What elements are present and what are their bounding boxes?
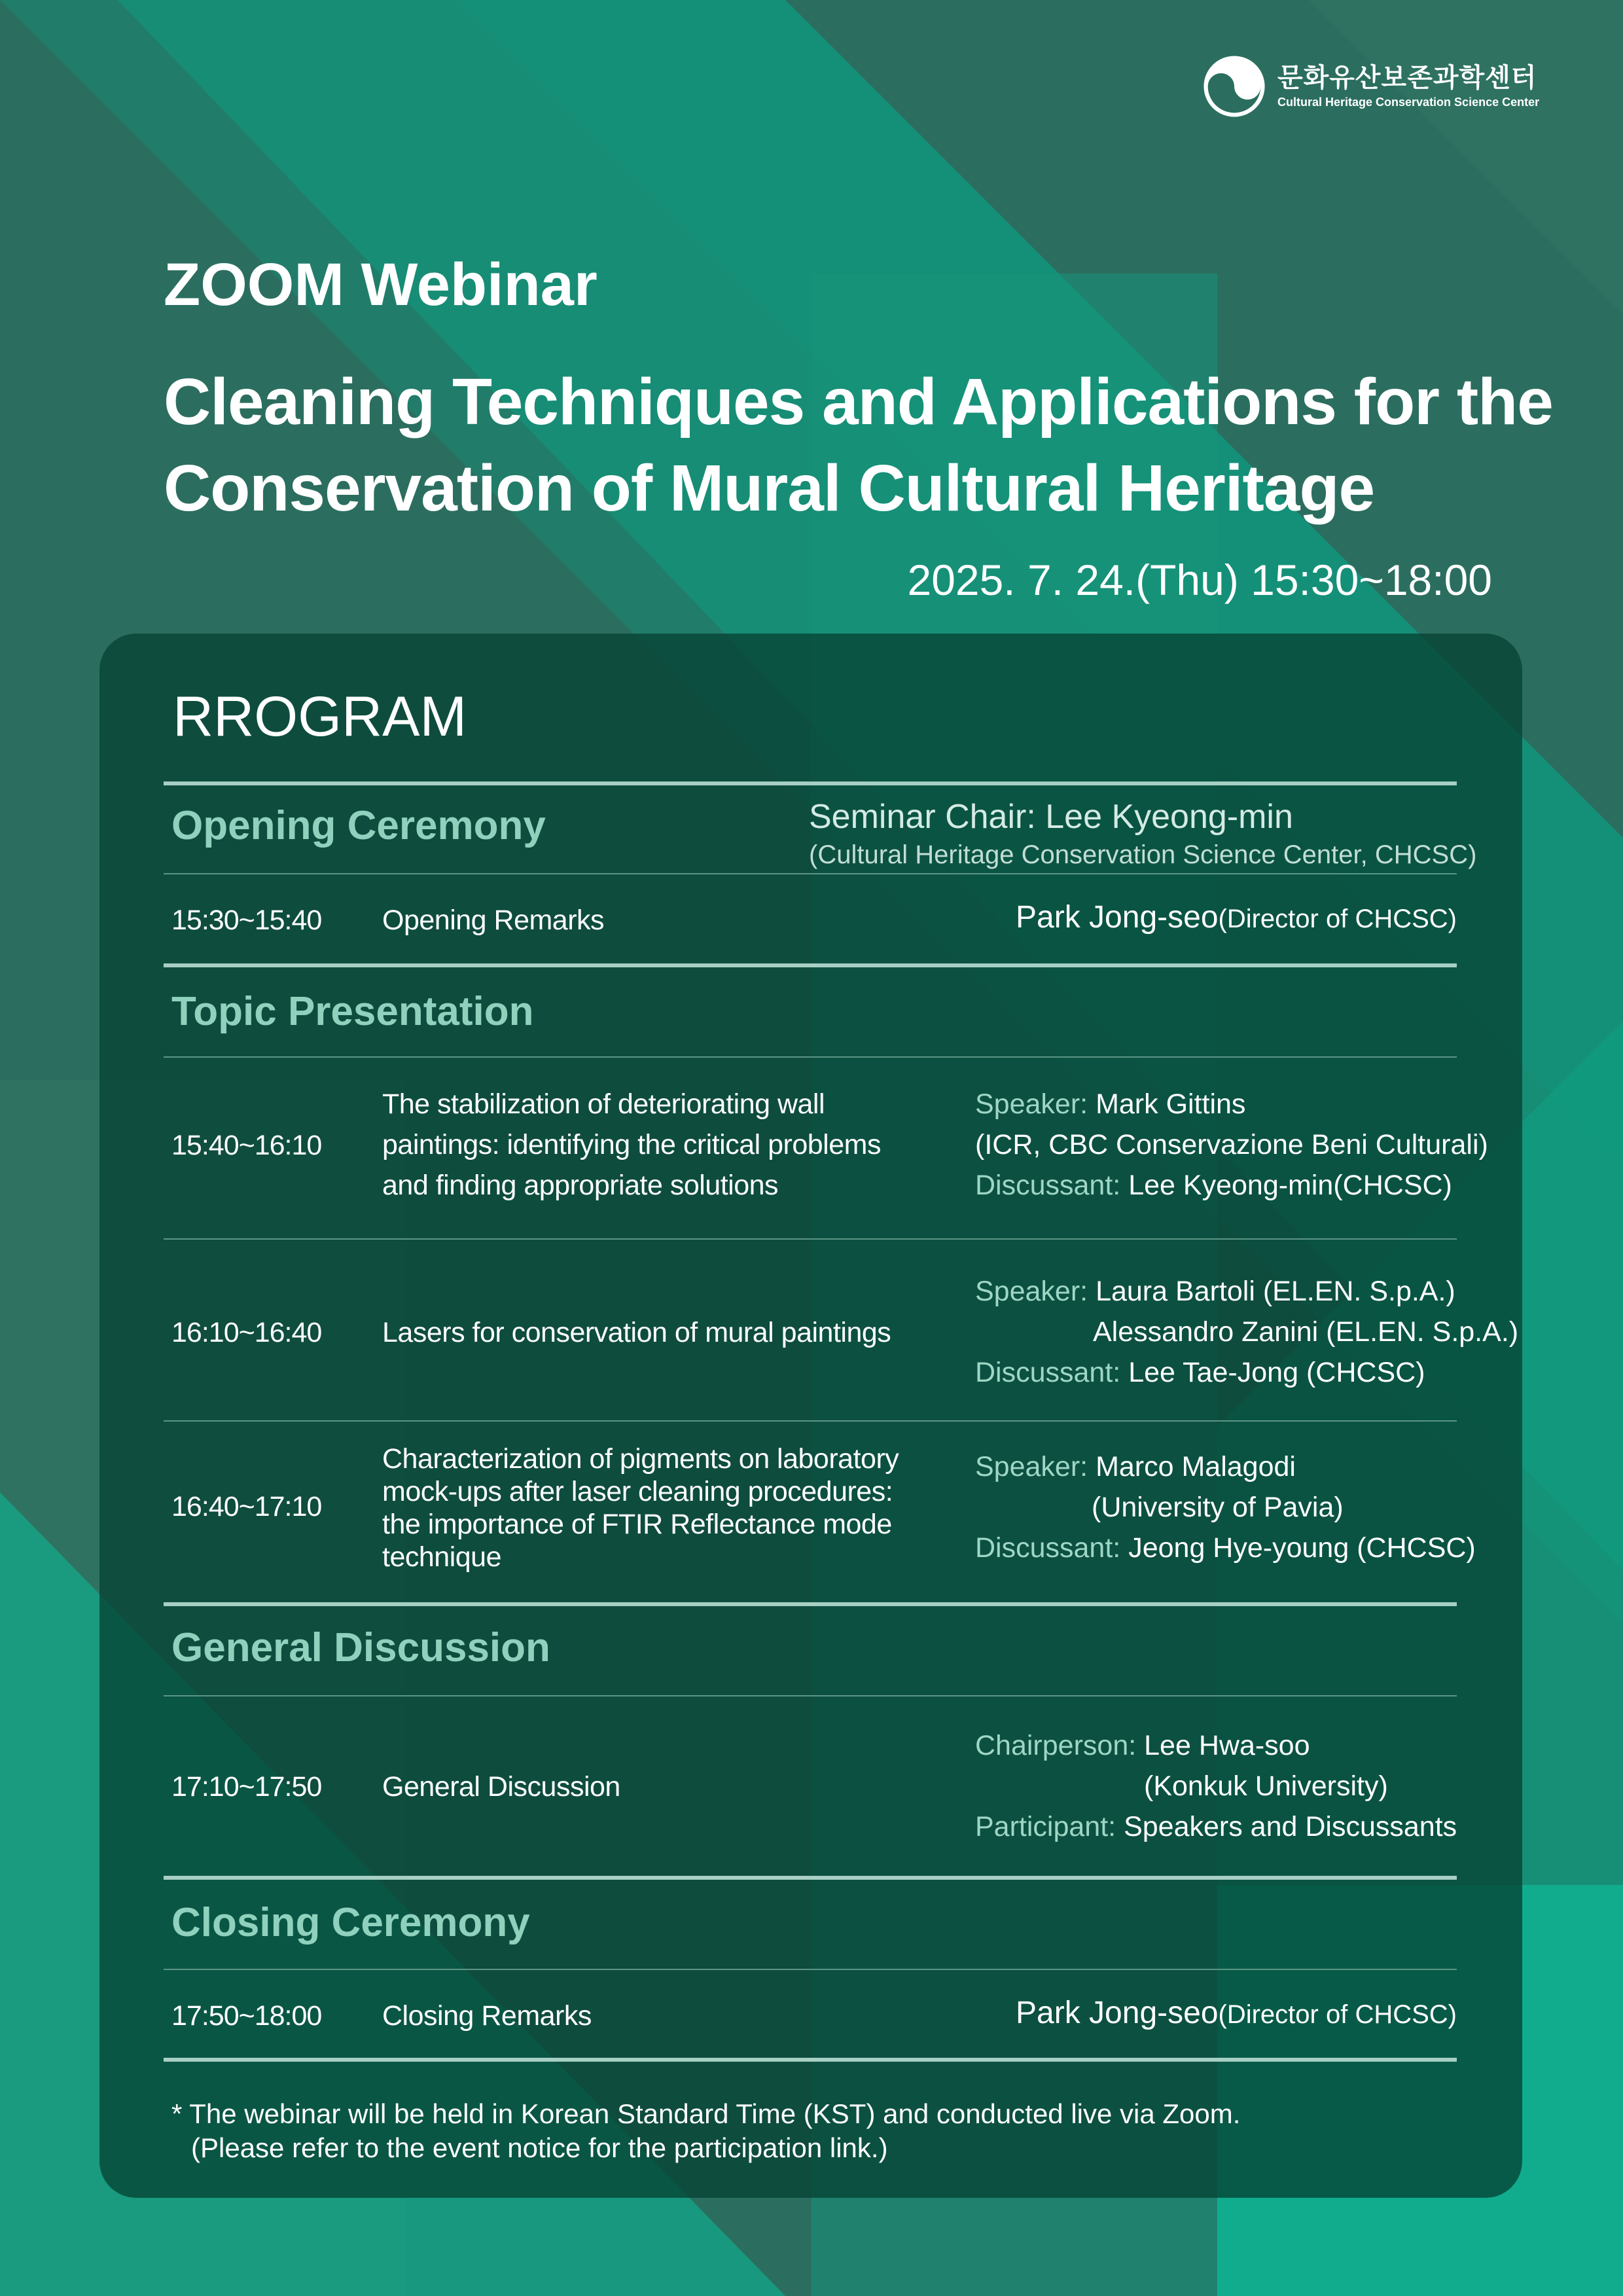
speaker-name: Park Jong-seo — [1016, 1996, 1219, 2030]
row-divider — [164, 1420, 1457, 1422]
program-heading: RROGRAM — [173, 685, 467, 748]
row-divider — [164, 1238, 1457, 1240]
section-heading-closing: Closing Ceremony — [171, 1900, 530, 1945]
speaker-name: Park Jong-seo — [1016, 900, 1219, 935]
session-speaker — [1016, 901, 1457, 936]
session-speaker — [1016, 1996, 1457, 2032]
seminar-chair — [809, 796, 1476, 872]
session-time: 17:10~17:50 — [171, 1771, 322, 1803]
session-people — [975, 1271, 1518, 1393]
speaker-affiliation: (Director of CHCSC) — [1218, 2000, 1457, 2029]
session-title-line: Characterization of pigments on laboratory — [382, 1443, 899, 1475]
session-title-line: technique — [382, 1541, 501, 1573]
chairperson-affiliation: (Konkuk University) — [1144, 1770, 1388, 1802]
section-divider — [164, 2058, 1457, 2062]
chairperson-name: Lee Hwa-soo — [1144, 1730, 1310, 1761]
session-time: 16:10~16:40 — [171, 1317, 322, 1348]
discussant-name: Lee Kyeong-min — [1128, 1170, 1334, 1201]
discussant-affiliation: (CHCSC) — [1306, 1357, 1425, 1388]
speaker-role-label: Speaker: — [975, 1276, 1088, 1307]
session-time: 15:40~16:10 — [171, 1130, 322, 1161]
row-divider — [164, 1695, 1457, 1696]
logo-name-english: Cultural Heritage Conservation Science Center — [1277, 96, 1540, 109]
speaker-affiliation: (Director of CHCSC) — [1218, 905, 1457, 933]
session-title-line: mock-ups after laser cleaning procedures: — [382, 1476, 893, 1507]
speaker-affiliation: (ICR, CBC Conservazione Beni Culturali) — [975, 1129, 1488, 1160]
session-title: Closing Remarks — [382, 2000, 592, 2032]
session-time: 15:30~15:40 — [171, 905, 322, 936]
seminar-chair-affiliation: (Cultural Heritage Conservation Science Center, CHCSC) — [809, 840, 1477, 869]
discussant-name: Lee Tae-Jong — [1128, 1357, 1299, 1388]
session-title-line: The stabilization of deteriorating wall — [382, 1088, 825, 1120]
speaker-name: Alessandro Zanini — [1093, 1316, 1319, 1348]
webinar-label: ZOOM Webinar — [164, 251, 597, 318]
session-title: Lasers for conservation of mural paintings — [382, 1317, 891, 1348]
row-divider — [164, 1056, 1457, 1058]
session-title-line: paintings: identifying the critical problems — [382, 1129, 881, 1160]
speaker-affiliation: (University of Pavia) — [1092, 1492, 1344, 1523]
section-heading-opening: Opening Ceremony — [171, 803, 546, 848]
session-title — [382, 1443, 899, 1573]
discussant-role-label: Discussant: — [975, 1532, 1121, 1564]
row-divider — [164, 873, 1457, 874]
taegeuk-icon — [1203, 55, 1266, 118]
session-title — [382, 1084, 881, 1206]
discussant-name: Jeong Hye-young — [1128, 1532, 1349, 1564]
event-title-line: Cleaning Techniques and Applications for the — [164, 365, 1553, 439]
footnote-line: (Please refer to the event notice for the participation link.) — [191, 2132, 888, 2163]
participant-names: Speakers and Discussants — [1124, 1811, 1457, 1842]
organization-logo — [1203, 52, 1539, 120]
section-heading-topic: Topic Presentation — [171, 989, 534, 1034]
logo-name-korean: 문화유산보존과학센터 — [1277, 63, 1537, 93]
speaker-name: Laura Bartoli — [1096, 1276, 1255, 1307]
event-date: 2025. 7. 24.(Thu) 15:30~18:00 — [907, 556, 1492, 604]
event-title-line: Conservation of Mural Cultural Heritage — [164, 452, 1375, 525]
event-title — [164, 359, 1553, 531]
participant-role-label: Participant: — [975, 1811, 1116, 1842]
session-time: 17:50~18:00 — [171, 2000, 322, 2032]
speaker-affiliation: (EL.EN. S.p.A.) — [1326, 1316, 1519, 1348]
footnote-line: * The webinar will be held in Korean Standard Time (KST) and conducted live via Zoom. — [171, 2098, 1241, 2129]
seminar-chair-label: Seminar Chair: Lee Kyeong-min — [809, 798, 1293, 836]
section-divider — [164, 963, 1457, 967]
session-title-line: the importance of FTIR Reflectance mode — [382, 1509, 892, 1540]
section-divider — [164, 1876, 1457, 1880]
discussant-role-label: Discussant: — [975, 1170, 1121, 1201]
session-title: Opening Remarks — [382, 905, 605, 936]
chairperson-role-label: Chairperson: — [975, 1730, 1137, 1761]
session-title: General Discussion — [382, 1771, 620, 1803]
section-heading-general: General Discussion — [171, 1625, 550, 1670]
discussant-affiliation: (CHCSC) — [1357, 1532, 1476, 1564]
speaker-name: Mark Gittins — [1096, 1088, 1246, 1120]
footnote — [171, 2097, 1240, 2165]
session-people — [975, 1084, 1488, 1206]
row-divider — [164, 1969, 1457, 1970]
speaker-name: Marco Malagodi — [1096, 1451, 1296, 1482]
speaker-affiliation: (EL.EN. S.p.A.) — [1262, 1276, 1455, 1307]
section-divider — [164, 1602, 1457, 1606]
discussant-affiliation: (CHCSC) — [1333, 1170, 1452, 1201]
section-divider — [164, 781, 1457, 785]
session-title-line: and finding appropriate solutions — [382, 1170, 779, 1201]
discussant-role-label: Discussant: — [975, 1357, 1121, 1388]
session-people — [975, 1725, 1457, 1847]
session-time: 16:40~17:10 — [171, 1491, 322, 1522]
speaker-role-label: Speaker: — [975, 1088, 1088, 1120]
session-people — [975, 1446, 1476, 1568]
speaker-role-label: Speaker: — [975, 1451, 1088, 1482]
